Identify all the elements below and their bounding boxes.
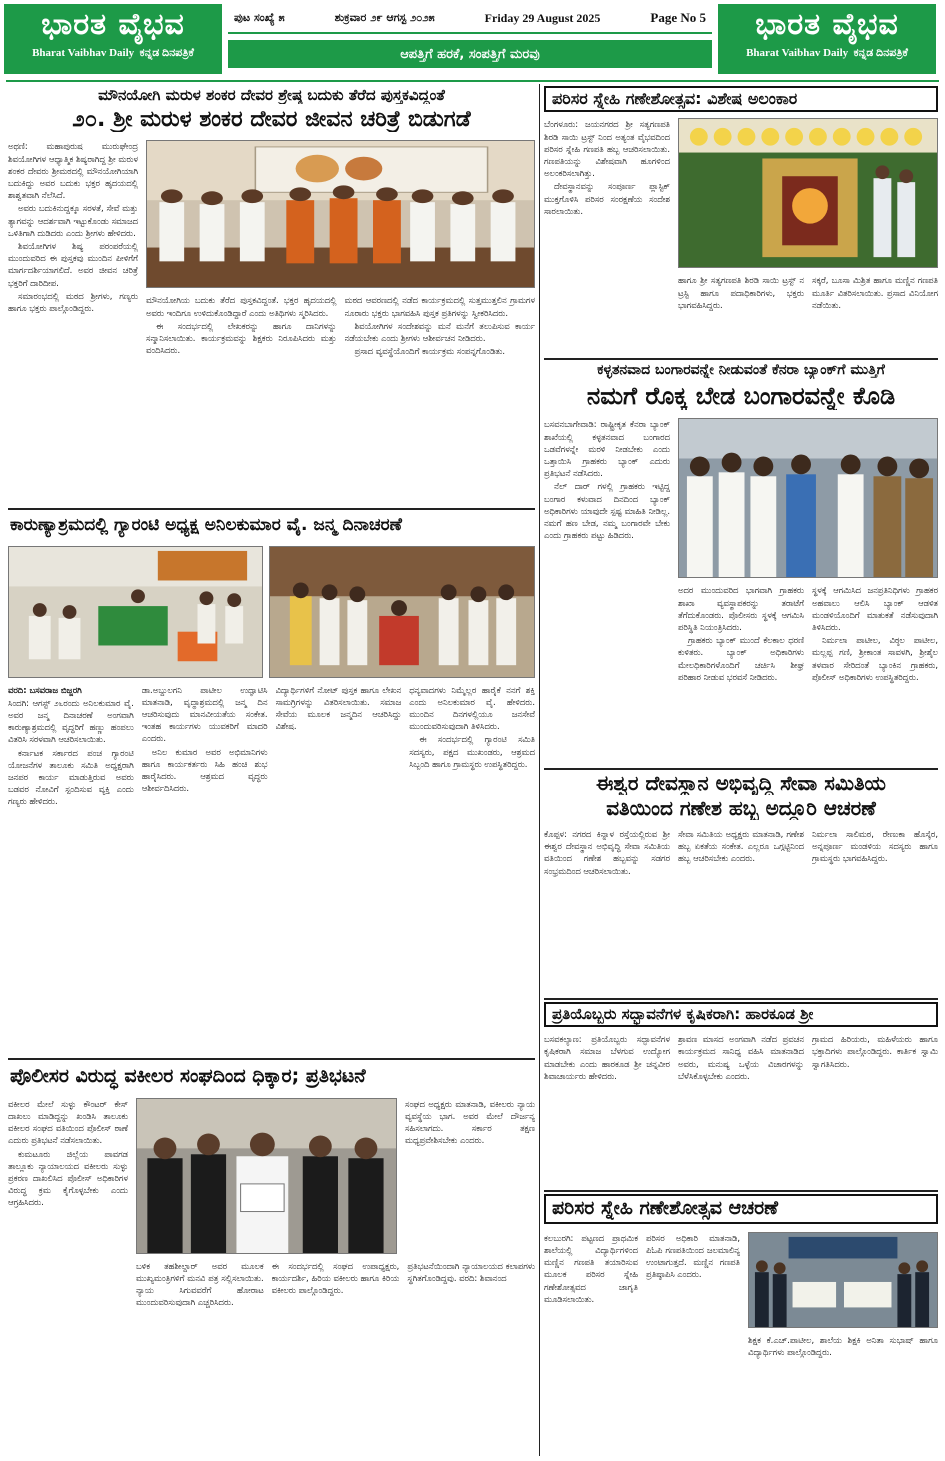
article-body-column bbox=[812, 584, 938, 742]
article-paragraph: ಕುಮಟೂರು ಜಿಲ್ಲೆಯ ಪಾವಗಡ ತಾಲ್ಲೂಕು ನ್ಯಾಯಾಲಯದ ವಕೀಲರು ಸುಳ್ಳು ಪ್ರಕರಣ ದಾಖಲಿಸಿದ ಪೊಲೀಸ್ ಅಧಿಕಾರಿಗಳ ವಿರುದ್ಧ ಕ್ರಮ ಕೈಗೊಳ್ಳಬೇಕು ಎಂದು ಆಗ್ರಹಿಸಿದರು. bbox=[8, 1148, 128, 1208]
article-paragraph: ಕರ್ನಾಟಕ ಸರ್ಕಾರದ ಪಂಚ ಗ್ಯಾರಂಟಿ ಯೋಜನೆಗಳ ತಾಲೂಕು ಸಮಿತಿ ಅಧ್ಯಕ್ಷರಾಗಿ ಜನಪರ ಕಾರ್ಯ ಮಾಡುತ್ತಿರುವ ಅವರು ಬಡವರ ನೋವಿಗೆ ಸ್ಪಂದಿಸುವ ವ್ಯಕ್ತಿ ಎಂದು ಗಣ್ಯರು ಹೇಳಿದರು. bbox=[8, 747, 134, 807]
article-body-column bbox=[272, 1260, 400, 1454]
article-body-column bbox=[405, 1098, 535, 1254]
article-paragraph: ಡಾ.ಅಬ್ದುಲಗನಿ ಪಾಟೀಲ ಉದ್ಘಾಟಿಸಿ ಮಾತನಾಡಿ, ವೃದ್ಧಾಶ್ರಮದಲ್ಲಿ ಜನ್ಮ ದಿನ ಆಚರಿಸುವುದು ಮಾನವೀಯತೆಯ ಸಂಕೇತ. ಇಂತಹ ಕಾರ್ಯಗಳು ಯುವಕರಿಗೆ ಮಾದರಿ ಎಂದರು. bbox=[141, 684, 268, 744]
masthead-rule bbox=[6, 80, 939, 82]
article-paragraph: ಶಿವಯೋಗಿಗಳ ಸಂದೇಶವನ್ನು ಮನೆ ಮನೆಗೆ ತಲುಪಿಸುವ ಕಾರ್ಯ ನಡೆಯಬೇಕು ಎಂದು ಶ್ರೀಗಳು ಆಶೀರ್ವಚನ ನೀಡಿದರು. bbox=[344, 320, 535, 343]
article-body-column bbox=[812, 274, 938, 348]
article-headline: ಪೊಲೀಸರ ವಿರುದ್ಧ ವಕೀಲರ ಸಂಘದಿಂದ ಧಿಕ್ಕಾರ; ಪ್ರತಿಭಟನೆ bbox=[10, 1065, 366, 1087]
section-rule bbox=[8, 1058, 535, 1060]
article-headline: ನಮಗೆ ರೊಕ್ಕ ಬೇಡ ಬಂಗಾರವನ್ನೇ ಕೊಡಿ bbox=[586, 382, 896, 410]
article-kicker: ಮೌನಯೋಗಿ ಮರುಳ ಶಂಕರ ದೇವರ ಶ್ರೇಷ್ಠ ಬದುಕು ತೆರೆದ ಪುಸ್ತಕವಿದ್ದಂತೆ bbox=[98, 86, 445, 104]
newspaper-logo bbox=[4, 4, 222, 74]
issue-date-kannada: ಶುಕ್ರವಾರ ೨೯ ಆಗಸ್ಟ ೨೦೨೫ bbox=[334, 11, 435, 24]
article-headline: ಕಾರುಣ್ಯಾಶ್ರಮದಲ್ಲಿ ಗ್ಯಾರಂಟಿ ಅಧ್ಯಕ್ಷ ಅನಿಲಕುಮಾರ ವೈ. ಜನ್ಮ ದಿನಾಚರಣೆ bbox=[10, 515, 402, 535]
logo-english: Bharat Vaibhav Daily bbox=[32, 47, 135, 59]
article-body-column bbox=[544, 1232, 638, 1446]
issue-date-english: Friday 29 August 2025 bbox=[484, 10, 601, 25]
article-body-column bbox=[646, 1232, 740, 1446]
article-paragraph: ಅನಿಲ ಕುಮಾರ ಅವರ ಅಭಿಮಾನಿಗಳು ಹಾಗೂ ಕಾರ್ಯಕರ್ತರು ಸಿಹಿ ಹಂಚಿ ಶುಭ ಹಾರೈಸಿದರು. ಆಶ್ರಮದ ವೃದ್ಧರು ಆಶೀರ್ವದಿಸಿದರು. bbox=[141, 746, 268, 794]
article-paragraph: ಪ್ರಸಾದ ವ್ಯವಸ್ಥೆಯೊಂದಿಗೆ ಕಾರ್ಯಕ್ರಮ ಸಂಪನ್ನಗೊಂಡಿತು. bbox=[354, 346, 506, 357]
article-body-column bbox=[544, 118, 670, 348]
article-paragraph: ನೆಲ್ ದಾರ್ ಗಳಲ್ಲಿ ಗ್ರಾಹಕರು ಇಟ್ಟಿದ್ದ ಬಂಗಾರ ಕಳುವಾದ ದಿನದಿಂದ ಬ್ಯಾಂಕ್ ಅಧಿಕಾರಿಗಳು ಯಾವುದೇ ಸ್ಪಷ್ಟ ಮಾಹಿತಿ ನೀಡಿಲ್ಲ. ನಮಗೆ ಹಣ ಬೇಡ, ನಮ್ಮ ಬಂಗಾರವೇ ಬೇಕು ಎಂದು ಗ್ರಾಹಕರು ಪಟ್ಟು ಹಿಡಿದರು. bbox=[544, 481, 670, 541]
article-body-column bbox=[407, 1260, 535, 1454]
article-headline: ಪರಿಸರ ಸ್ನೇಹಿ ಗಣೇಶೋತ್ಸವ: ವಿಶೇಷ ಅಲಂಕಾರ bbox=[544, 86, 938, 112]
article-headline: ೨೦. ಶ್ರೀ ಮರುಳ ಶಂಕರ ದೇವರ ಜೀವನ ಚರಿತ್ರೆ ಬಿಡುಗಡೆ bbox=[72, 107, 471, 132]
article-paragraph: ಬಸವನಬಾಗೇವಾಡಿ: ರಾಷ್ಟ್ರೀಕೃತ ಕೆನರಾ ಬ್ಯಾಂಕ್ ಶಾಖೆಯಲ್ಲಿ ಕಳ್ಳತನವಾದ ಬಂಗಾರದ ಒಡವೆಗಳನ್ನೇ ಮರಳಿ ನೀಡಬೇಕು ಎಂದು ಒತ್ತಾಯಿಸಿ ಗ್ರಾಹಕರು ಬ್ಯಾಂಕ್ ಎದುರು ಪ್ರತಿಭಟನೆ ನಡೆಸಿದರು. bbox=[544, 419, 670, 479]
article-paragraph: ಧನ್ಯವಾದಗಳು ನಿಮ್ಮೆಲ್ಲರ ಹಾರೈಕೆ ನನಗೆ ಶಕ್ತಿ ಎಂದು ಅನಿಲಕುಮಾರ ವೈ. ಹೇಳಿದರು. ಮುಂದಿನ ದಿನಗಳಲ್ಲಿಯೂ ಜನಸೇವೆ ಮುಂದುವರಿಸುವುದಾಗಿ ತಿಳಿಸಿದರು. bbox=[409, 684, 535, 732]
article-body-column bbox=[276, 684, 402, 1040]
protest-photo bbox=[136, 1098, 397, 1254]
article-body-column bbox=[544, 828, 670, 978]
article-lawyers-protest bbox=[8, 1062, 535, 1456]
section-rule bbox=[544, 768, 938, 770]
article-headline: ಈಶ್ವರ ದೇವಸ್ಥಾನ ಅಭಿವೃದ್ಧಿ ಸೇವಾ ಸಮಿತಿಯ bbox=[596, 772, 886, 795]
logo-english: Bharat Vaibhav Daily bbox=[746, 47, 849, 59]
section-rule bbox=[544, 1190, 938, 1192]
article-body-column bbox=[136, 1260, 264, 1454]
article-paragraph: ಈ ಸಂದರ್ಭದಲ್ಲಿ ಸಂಘದ ಉಪಾಧ್ಯಕ್ಷರು, ಕಾರ್ಯದರ್ಶಿ, ಹಿರಿಯ ವಕೀಲರು ಹಾಗೂ ಕಿರಿಯ ವಕೀಲರು ಪಾಲ್ಗೊಂಡಿದ್ದರು. bbox=[271, 1260, 400, 1296]
article-body-column bbox=[544, 418, 670, 742]
article-paragraph: ನಿರ್ಮಲಾ ಪಾಟೀಲ, ವಿಠ್ಠಲ ಪಾಟೀಲ, ಮಲ್ಲಪ್ಪ ಗಣಿ, ಶ್ರೀಕಾಂತ ಸಾವಳಗಿ, ಶ್ರೀಶೈಲ ತಳವಾರ ಸೇರಿದಂತೆ ಬ್ಯಾಂಕಿನ ಗ್ರಾಹಕರು, ಪೊಲೀಸ್ ಅಧಿಕಾರಿಗಳು ಉಪಸ್ಥಿತರಿದ್ದರು. bbox=[812, 635, 938, 682]
article-paragraph: ಕಲಬುರಗಿ: ಪಟ್ಟಣದ ಪ್ರಾಥಮಿಕ ಶಾಲೆಯಲ್ಲಿ ವಿದ್ಯಾರ್ಥಿಗಳಿಂದ ಮಣ್ಣಿನ ಗಣಪತಿ ತಯಾರಿಸುವ ಮೂಲಕ ಪರಿಸರ ಸ್ನೇಹಿ ಗಣೇಶೋತ್ಸವದ ಜಾಗೃತಿ ಮೂಡಿಸಲಾಯಿತು. bbox=[544, 1232, 638, 1304]
column-divider bbox=[539, 84, 540, 1456]
page-number: Page No 5 bbox=[650, 10, 706, 25]
article-paragraph: ಈ ಸಂದರ್ಭದಲ್ಲಿ ಲೇಖಕರನ್ನು ಹಾಗೂ ದಾನಿಗಳನ್ನು ಸನ್ಮಾನಿಸಲಾಯಿತು. ಕಾರ್ಯಕ್ರಮವನ್ನು ಶಿಕ್ಷಕರು ನಿರೂಪಿಸಿದರು ಮತ್ತು ವಂದಿಸಿದರು. bbox=[146, 320, 337, 356]
article-body-column bbox=[812, 1033, 938, 1179]
article-body-column bbox=[678, 828, 804, 978]
article-body-column bbox=[678, 274, 804, 348]
section-rule bbox=[544, 998, 938, 1000]
article-harakuda-shri bbox=[544, 1002, 938, 1188]
ganesha-temple-photo bbox=[678, 118, 938, 268]
article-paragraph: ಶಿಕ್ಷಕ ಕೆ.ಎಚ್.ಪಾಟೀಲ, ಶಾಲೆಯ ಶಿಕ್ಷಕಿ ಅನಿತಾ ಸುಭಾಷ್ ಹಾಗೂ ವಿದ್ಯಾರ್ಥಿಗಳು ಪಾಲ್ಗೊಂಡಿದ್ದರು. bbox=[748, 1334, 938, 1358]
article-body-column bbox=[142, 684, 268, 1040]
article-eco-ganesha bbox=[544, 86, 938, 356]
article-body-column bbox=[678, 584, 804, 742]
article-paragraph: ಬಳಿಕ ತಹಶೀಲ್ದಾರ್ ಅವರ ಮೂಲಕ ಮುಖ್ಯಮಂತ್ರಿಗಳಿಗೆ ಮನವಿ ಪತ್ರ ಸಲ್ಲಿಸಲಾಯಿತು. ನ್ಯಾಯ ಸಿಗುವವರೆಗೆ ಹೋರಾಟ ಮುಂದುವರಿಸುವುದಾಗಿ ಎಚ್ಚರಿಸಿದರು. bbox=[136, 1260, 264, 1308]
article-headline: ಪರಿಸರ ಸ್ನೇಹಿ ಗಣೇಶೋತ್ಸವ ಆಚರಣೆ bbox=[544, 1194, 938, 1224]
book-release-photo bbox=[146, 140, 535, 288]
article-paragraph: ಸಂಘದ ಅಧ್ಯಕ್ಷರು ಮಾತನಾಡಿ, ವಕೀಲರು ನ್ಯಾಯ ವ್ಯವಸ್ಥೆಯ ಭಾಗ. ಅವರ ಮೇಲೆ ದೌರ್ಜನ್ಯ ಸಹಿಸಲಾಗದು. ಸರ್ಕಾರ ತಕ್ಷಣ ಮಧ್ಯಪ್ರವೇಶಿಸಬೇಕು ಎಂದರು. bbox=[405, 1098, 535, 1146]
article-paragraph: ಅವರು ಬದುಕಿನುದ್ದಕ್ಕೂ ಸರಳತೆ, ಸೇವೆ ಮತ್ತು ತ್ಯಾಗವನ್ನು ಆದರ್ಶವಾಗಿ ಇಟ್ಟುಕೊಂಡು ಸಮಾಜದ ಒಳಿತಿಗಾಗಿ ದುಡಿದರು ಎಂದು ಶ್ರೀಗಳು ಹೇಳಿದರು. bbox=[8, 203, 138, 238]
article-body-column bbox=[409, 684, 535, 1040]
masthead bbox=[0, 0, 945, 78]
article-paragraph: ನಿರ್ಮಲಾ ಸಾಲಿಮಠ, ರೇಣುಕಾ ಹೊಸ್ಕೆರ, ಅನ್ನಪೂರ್ಣ ಮಂಡಳಿಯ ಸದಸ್ಯರು ಹಾಗೂ ಗ್ರಾಮಸ್ಥರು ಭಾಗವಹಿಸಿದ್ದರು. bbox=[812, 829, 938, 864]
article-paragraph: ಸೇವಾ ಸಮಿತಿಯ ಅಧ್ಯಕ್ಷರು ಮಾತನಾಡಿ, ಗಣೇಶ ಹಬ್ಬ ಏಕತೆಯ ಸಂಕೇತ. ಎಲ್ಲರೂ ಒಗ್ಗಟ್ಟಿನಿಂದ ಹಬ್ಬ ಆಚರಿಸಬೇಕು ಎಂದರು. bbox=[678, 829, 804, 864]
article-body-column bbox=[8, 1098, 128, 1454]
article-body-column bbox=[812, 828, 938, 978]
tagline: ಆಪತ್ತಿಗೆ ಹರಕೆ, ಸಂಪತ್ತಿಗೆ ಮರವು bbox=[228, 40, 712, 68]
article-paragraph: ವಕೀಲರ ಮೇಲೆ ಸುಳ್ಳು ಕೌಂಟರ್ ಕೇಸ್ ದಾಖಲು ಮಾಡಿದ್ದನ್ನು ಖಂಡಿಸಿ ತಾಲೂಕು ವಕೀಲರ ಸಂಘದ ವತಿಯಿಂದ ಪೊಲೀಸ್ ಠಾಣೆ ಎದುರು ಪ್ರತಿಭಟನೆ ನಡೆಸಲಾಯಿತು. bbox=[8, 1098, 128, 1146]
article-paragraph: ಅದರ ಮುಂದುವರಿದ ಭಾಗವಾಗಿ ಗ್ರಾಹಕರು ಶಾಖಾ ವ್ಯವಸ್ಥಾಪಕರನ್ನು ತರಾಟೆಗೆ ತೆಗೆದುಕೊಂಡರು. ಪೊಲೀಸರು ಸ್ಥಳಕ್ಕೆ ಆಗಮಿಸಿ ಪರಿಸ್ಥಿತಿ ನಿಯಂತ್ರಿಸಿದರು. bbox=[678, 585, 804, 632]
article-body-column bbox=[146, 294, 337, 506]
article-byline: ವರದಿ: ಬಸವರಾಜ ಬಿಜ್ಜರಗಿ bbox=[8, 684, 82, 695]
article-headline-line2: ವತಿಯಿಂದ ಗಣೇಶ ಹಬ್ಬ ಅದ್ದೂರಿ ಆಚರಣೆ bbox=[606, 797, 876, 820]
school-event-photo bbox=[748, 1232, 938, 1328]
logo-subtitle: ಕನ್ನಡ ದಿನಪತ್ರಿಕೆ bbox=[139, 47, 194, 59]
article-paragraph: ಅಥಣಿ: ಮಹಾಪುರುಷ ಮುರುಘೇಂದ್ರ ಶಿವಯೋಗಿಗಳ ಆಧ್ಯಾತ್ಮಿಕ ಶಿಷ್ಯರಾಗಿದ್ದ ಶ್ರೀ ಮರುಳ ಶಂಕರ ದೇವರು ಶ್ರೀಮಠದಲ್ಲಿ ಮೌನಯೋಗಿಯಾಗಿ ಬದುಕಿದ್ದು ಅವರ ಬದುಕು ಭಕ್ತರ ಹೃದಯದಲ್ಲಿ ಶಾಶ್ವತವಾಗಿ ನೆಲೆಸಿದೆ. bbox=[8, 141, 138, 201]
article-paragraph: ಸ್ಥಳಕ್ಕೆ ಆಗಮಿಸಿದ ಜನಪ್ರತಿನಿಧಿಗಳು ಗ್ರಾಹಕರ ಅಹವಾಲು ಆಲಿಸಿ ಬ್ಯಾಂಕ್ ಆಡಳಿತ ಮಂಡಳಿಯೊಂದಿಗೆ ಮಾತುಕತೆ ನಡೆಸುವುದಾಗಿ ತಿಳಿಸಿದರು. bbox=[812, 585, 938, 632]
article-paragraph: ಮಠದ ಆವರಣದಲ್ಲಿ ನಡೆದ ಕಾರ್ಯಕ್ರಮದಲ್ಲಿ ಸುತ್ತಮುತ್ತಲಿನ ಗ್ರಾಮಗಳ ನೂರಾರು ಭಕ್ತರು ಭಾಗವಹಿಸಿ ಪುಸ್ತಕ ಪ್ರತಿಗಳನ್ನು ಸ್ವೀಕರಿಸಿದರು. bbox=[344, 295, 535, 318]
article-paragraph: ಮೌನಯೋಗಿಯ ಬದುಕು ತೆರೆದ ಪುಸ್ತಕವಿದ್ದಂತೆ. ಭಕ್ತರ ಹೃದಯದಲ್ಲಿ ಅವರು ಇಂದಿಗೂ ಉಳಿದುಕೊಂಡಿದ್ದಾರೆ ಎಂದು ಅತಿಥಿಗಳು ಸ್ಮರಿಸಿದರು. bbox=[146, 295, 337, 318]
section-rule bbox=[544, 358, 938, 360]
article-paragraph: ಶ್ರಾವಣ ಮಾಸದ ಅಂಗವಾಗಿ ನಡೆದ ಪ್ರವಚನ ಕಾರ್ಯಕ್ರಮದ ಸಾನಿಧ್ಯ ವಹಿಸಿ ಮಾತನಾಡಿದ ಅವರು, ಮನುಷ್ಯ ಒಳ್ಳೆಯ ವಿಚಾರಗಳನ್ನು ಬೆಳೆಸಿಕೊಳ್ಳಬೇಕು ಎಂದರು. bbox=[678, 1034, 804, 1081]
article-paragraph: ಸಮಾರಂಭದಲ್ಲಿ ಮಠದ ಶ್ರೀಗಳು, ಗಣ್ಯರು ಹಾಗೂ ಭಕ್ತರು ಪಾಲ್ಗೊಂಡಿದ್ದರು. bbox=[8, 290, 138, 313]
article-paragraph: ಬೆಂಗಳೂರು: ಜಯನಗರದ ಶ್ರೀ ಸತ್ಯಗಣಪತಿ ಶಿರಡಿ ಸಾಯಿ ಟ್ರಸ್ಟ್ ನಿಂದ ಅತ್ಯಂತ ವೈಭವದಿಂದ ಪರಿಸರ ಸ್ನೇಹಿ ಗಣಪತಿ ಹಬ್ಬ ಆಚರಿಸಲಾಯಿತು. ಗಣಪತಿಯನ್ನು ವಿಶೇಷವಾಗಿ ಹೂಗಳಿಂದ ಅಲಂಕರಿಸಲಾಗಿತ್ತು. bbox=[544, 119, 670, 179]
bank-protest-photo bbox=[678, 418, 938, 578]
article-body-column bbox=[8, 140, 138, 506]
article-paragraph: ಸಕ್ಕರೆ, ಬೂಸಾ ಮಿಶ್ರಿತ ಹಾಗೂ ಮಣ್ಣಿನ ಗಣಪತಿ ಮೂರ್ತಿ ವಿತರಿಸಲಾಯಿತು. ಪ್ರಸಾದ ವಿನಿಯೋಗ ನಡೆಯಿತು. bbox=[812, 275, 938, 310]
article-paragraph: ಪ್ರತಿಭಟನೆಯಿಂದಾಗಿ ನ್ಯಾಯಾಲಯದ ಕಲಾಪಗಳು ಸ್ಥಗಿತಗೊಂಡಿದ್ದವು. ವರದಿ: ಶಿವಾನಂದ bbox=[407, 1260, 535, 1284]
article-paragraph: ವಿದ್ಯಾರ್ಥಿಗಳಿಗೆ ನೋಟ್ ಪುಸ್ತಕ ಹಾಗೂ ಲೇಖನ ಸಾಮಗ್ರಿಗಳನ್ನು ವಿತರಿಸಲಾಯಿತು. ಸಮಾಜ ಸೇವೆಯ ಮೂಲಕ ಜನ್ಮದಿನ ಆಚರಿಸಿದ್ದು ವಿಶೇಷ. bbox=[275, 684, 402, 732]
article-paragraph: ಹಾಗೂ ಶ್ರೀ ಸತ್ಯಗಣಪತಿ ಶಿರಡಿ ಸಾಯಿ ಟ್ರಸ್ಟ್ ನ ಟ್ರಸ್ಟಿ ಹಾಗೂ ಪದಾಧಿಕಾರಿಗಳು, ಭಕ್ತರು ಭಾಗವಹಿಸಿದ್ದರು. bbox=[678, 275, 804, 310]
article-body-column bbox=[8, 684, 134, 1040]
article-ishwara-temple bbox=[544, 772, 938, 996]
article-canara-bank-protest bbox=[544, 362, 938, 766]
ashram-photo-1 bbox=[8, 546, 263, 678]
article-body-column bbox=[345, 294, 536, 506]
article-paragraph: ದೇವಸ್ಥಾನವನ್ನು ಸಂಪೂರ್ಣ ಪ್ಲಾಸ್ಟಿಕ್ ಮುಕ್ತಗೊಳಿಸಿ ಪರಿಸರ ಸಂರಕ್ಷಣೆಯ ಸಂದೇಶ ಸಾರಲಾಯಿತು. bbox=[544, 181, 670, 216]
article-paragraph: ಶಿವಯೋಗಿಗಳ ಶಿಷ್ಯ ಪರಂಪರೆಯಲ್ಲಿ ಮುಂದುವರಿದ ಈ ಪುಸ್ತಕವು ಮುಂದಿನ ಪೀಳಿಗೆಗೆ ಮಾರ್ಗದರ್ಶಿಯಾಗಲಿದೆ. ಅವರ ಜೀವನ ಚರಿತ್ರೆ ಭಕ್ತರಿಗೆ ದಾರಿದೀಪ. bbox=[8, 240, 138, 288]
article-paragraph: ಗ್ರಾಹಕರು ಬ್ಯಾಂಕ್ ಮುಂದೆ ಕೆಲಕಾಲ ಧರಣಿ ಕುಳಿತರು. ಬ್ಯಾಂಕ್ ಅಧಿಕಾರಿಗಳು ಮೇಲಧಿಕಾರಿಗಳೊಂದಿಗೆ ಚರ್ಚಿಸಿ ಶೀಘ್ರ ಪರಿಹಾರ ನೀಡುವ ಭರವಸೆ ನೀಡಿದರು. bbox=[678, 635, 804, 682]
article-paragraph: ಸಿಂದಗಿ: ಆಗಸ್ಟ್ ೨೬ರಂದು ಅನಿಲಕುಮಾರ ವೈ. ಅವರ ಜನ್ಮ ದಿನಾಚರಣೆ ಅಂಗವಾಗಿ ಕಾರುಣ್ಯಾಶ್ರಮದಲ್ಲಿ ವೃದ್ಧರಿಗೆ ಹಣ್ಣು ಹಂಪಲು ವಿತರಿಸಿ ಸರಳವಾಗಿ ಆಚರಿಸಲಾಯಿತು. bbox=[8, 697, 134, 745]
article-karunyashrama bbox=[8, 512, 535, 1056]
article-paragraph: ಪರಿಸರ ಅಧಿಕಾರಿ ಮಾತನಾಡಿ, ಪಿಓಪಿ ಗಣಪತಿಯಿಂದ ಜಲಮಾಲಿನ್ಯ ಉಂಟಾಗುತ್ತದೆ. ಮಣ್ಣಿನ ಗಣಪತಿ ಪ್ರತಿಷ್ಠಾಪಿಸಿ ಎಂದರು. bbox=[646, 1232, 740, 1280]
article-paragraph: ಬಸವಕಲ್ಯಾಣ: ಪ್ರತಿಯೊಬ್ಬರು ಸದ್ಭಾವನೆಗಳ ಕೃಷಿಕರಾಗಿ ಸಮಾಜ ಬೆಳಗುವ ಉದ್ಯೋಗ ಮಾಡಬೇಕು ಎಂದು ಹಾರಕೂಡ ಶ್ರೀ ಚನ್ನವೀರ ಶಿವಾಚಾರ್ಯರು ಹೇಳಿದರು. bbox=[544, 1034, 670, 1081]
logo-subtitle: ಕನ್ನಡ ದಿನಪತ್ರಿಕೆ bbox=[853, 47, 908, 59]
article-body-column bbox=[544, 1033, 670, 1179]
logo-title: ಭಾರತ ವೈಭವ bbox=[755, 7, 899, 42]
issue-number: ಪುಟ ಸಂಖ್ಯೆ ೫ bbox=[234, 11, 285, 24]
article-body-column bbox=[748, 1334, 938, 1446]
logo-title: ಭಾರತ ವೈಭವ bbox=[41, 7, 185, 42]
section-rule bbox=[8, 508, 535, 510]
article-body-column bbox=[678, 1033, 804, 1179]
ashram-photo-2 bbox=[269, 546, 535, 678]
article-paragraph: ಗ್ರಾಮದ ಹಿರಿಯರು, ಮಹಿಳೆಯರು ಹಾಗೂ ಭಕ್ತಾದಿಗಳು ಪಾಲ್ಗೊಂಡಿದ್ದರು. ಕಾರ್ತಿಕ ಸ್ವಾಮಿ ಸ್ವಾಗತಿಸಿದರು. bbox=[812, 1034, 938, 1069]
article-paragraph: ಕೊಪ್ಪಳ: ನಗರದ ಕಿನ್ನಾಳ ರಸ್ತೆಯಲ್ಲಿರುವ ಶ್ರೀ ಈಶ್ವರ ದೇವಸ್ಥಾನ ಅಭಿವೃದ್ಧಿ ಸೇವಾ ಸಮಿತಿಯ ವತಿಯಿಂದ ಗಣೇಶ ಹಬ್ಬವನ್ನು ಸಡಗರ ಸಂಭ್ರಮದಿಂದ ಆಚರಿಸಲಾಯಿತು. bbox=[544, 829, 670, 876]
article-eco-ganesha-school bbox=[544, 1194, 938, 1456]
article-kicker: ಕಳ್ಳತನವಾದ ಬಂಗಾರವನ್ನೇ ನೀಡುವಂತೆ ಕೆನರಾ ಬ್ಯಾಂಕ್‌ಗೆ ಮುತ್ತಿಗೆ bbox=[597, 362, 885, 378]
newspaper-logo-right bbox=[718, 4, 936, 74]
article-paragraph: ಈ ಸಂದರ್ಭದಲ್ಲಿ ಗ್ಯಾರಂಟಿ ಸಮಿತಿ ಸದಸ್ಯರು, ಪಕ್ಷದ ಮುಖಂಡರು, ಆಶ್ರಮದ ಸಿಬ್ಬಂದಿ ಹಾಗೂ ಗ್ರಾಮಸ್ಥರು ಉಪಸ್ಥಿತರಿದ್ದರು. bbox=[409, 734, 535, 769]
article-book-release bbox=[8, 86, 535, 506]
issue-info-panel bbox=[228, 4, 712, 74]
article-headline: ಪ್ರತಿಯೊಬ್ಬರು ಸದ್ಭಾವನೆಗಳ ಕೃಷಿಕರಾಗಿ: ಹಾರಕೂಡ ಶ್ರೀ bbox=[544, 1002, 938, 1027]
